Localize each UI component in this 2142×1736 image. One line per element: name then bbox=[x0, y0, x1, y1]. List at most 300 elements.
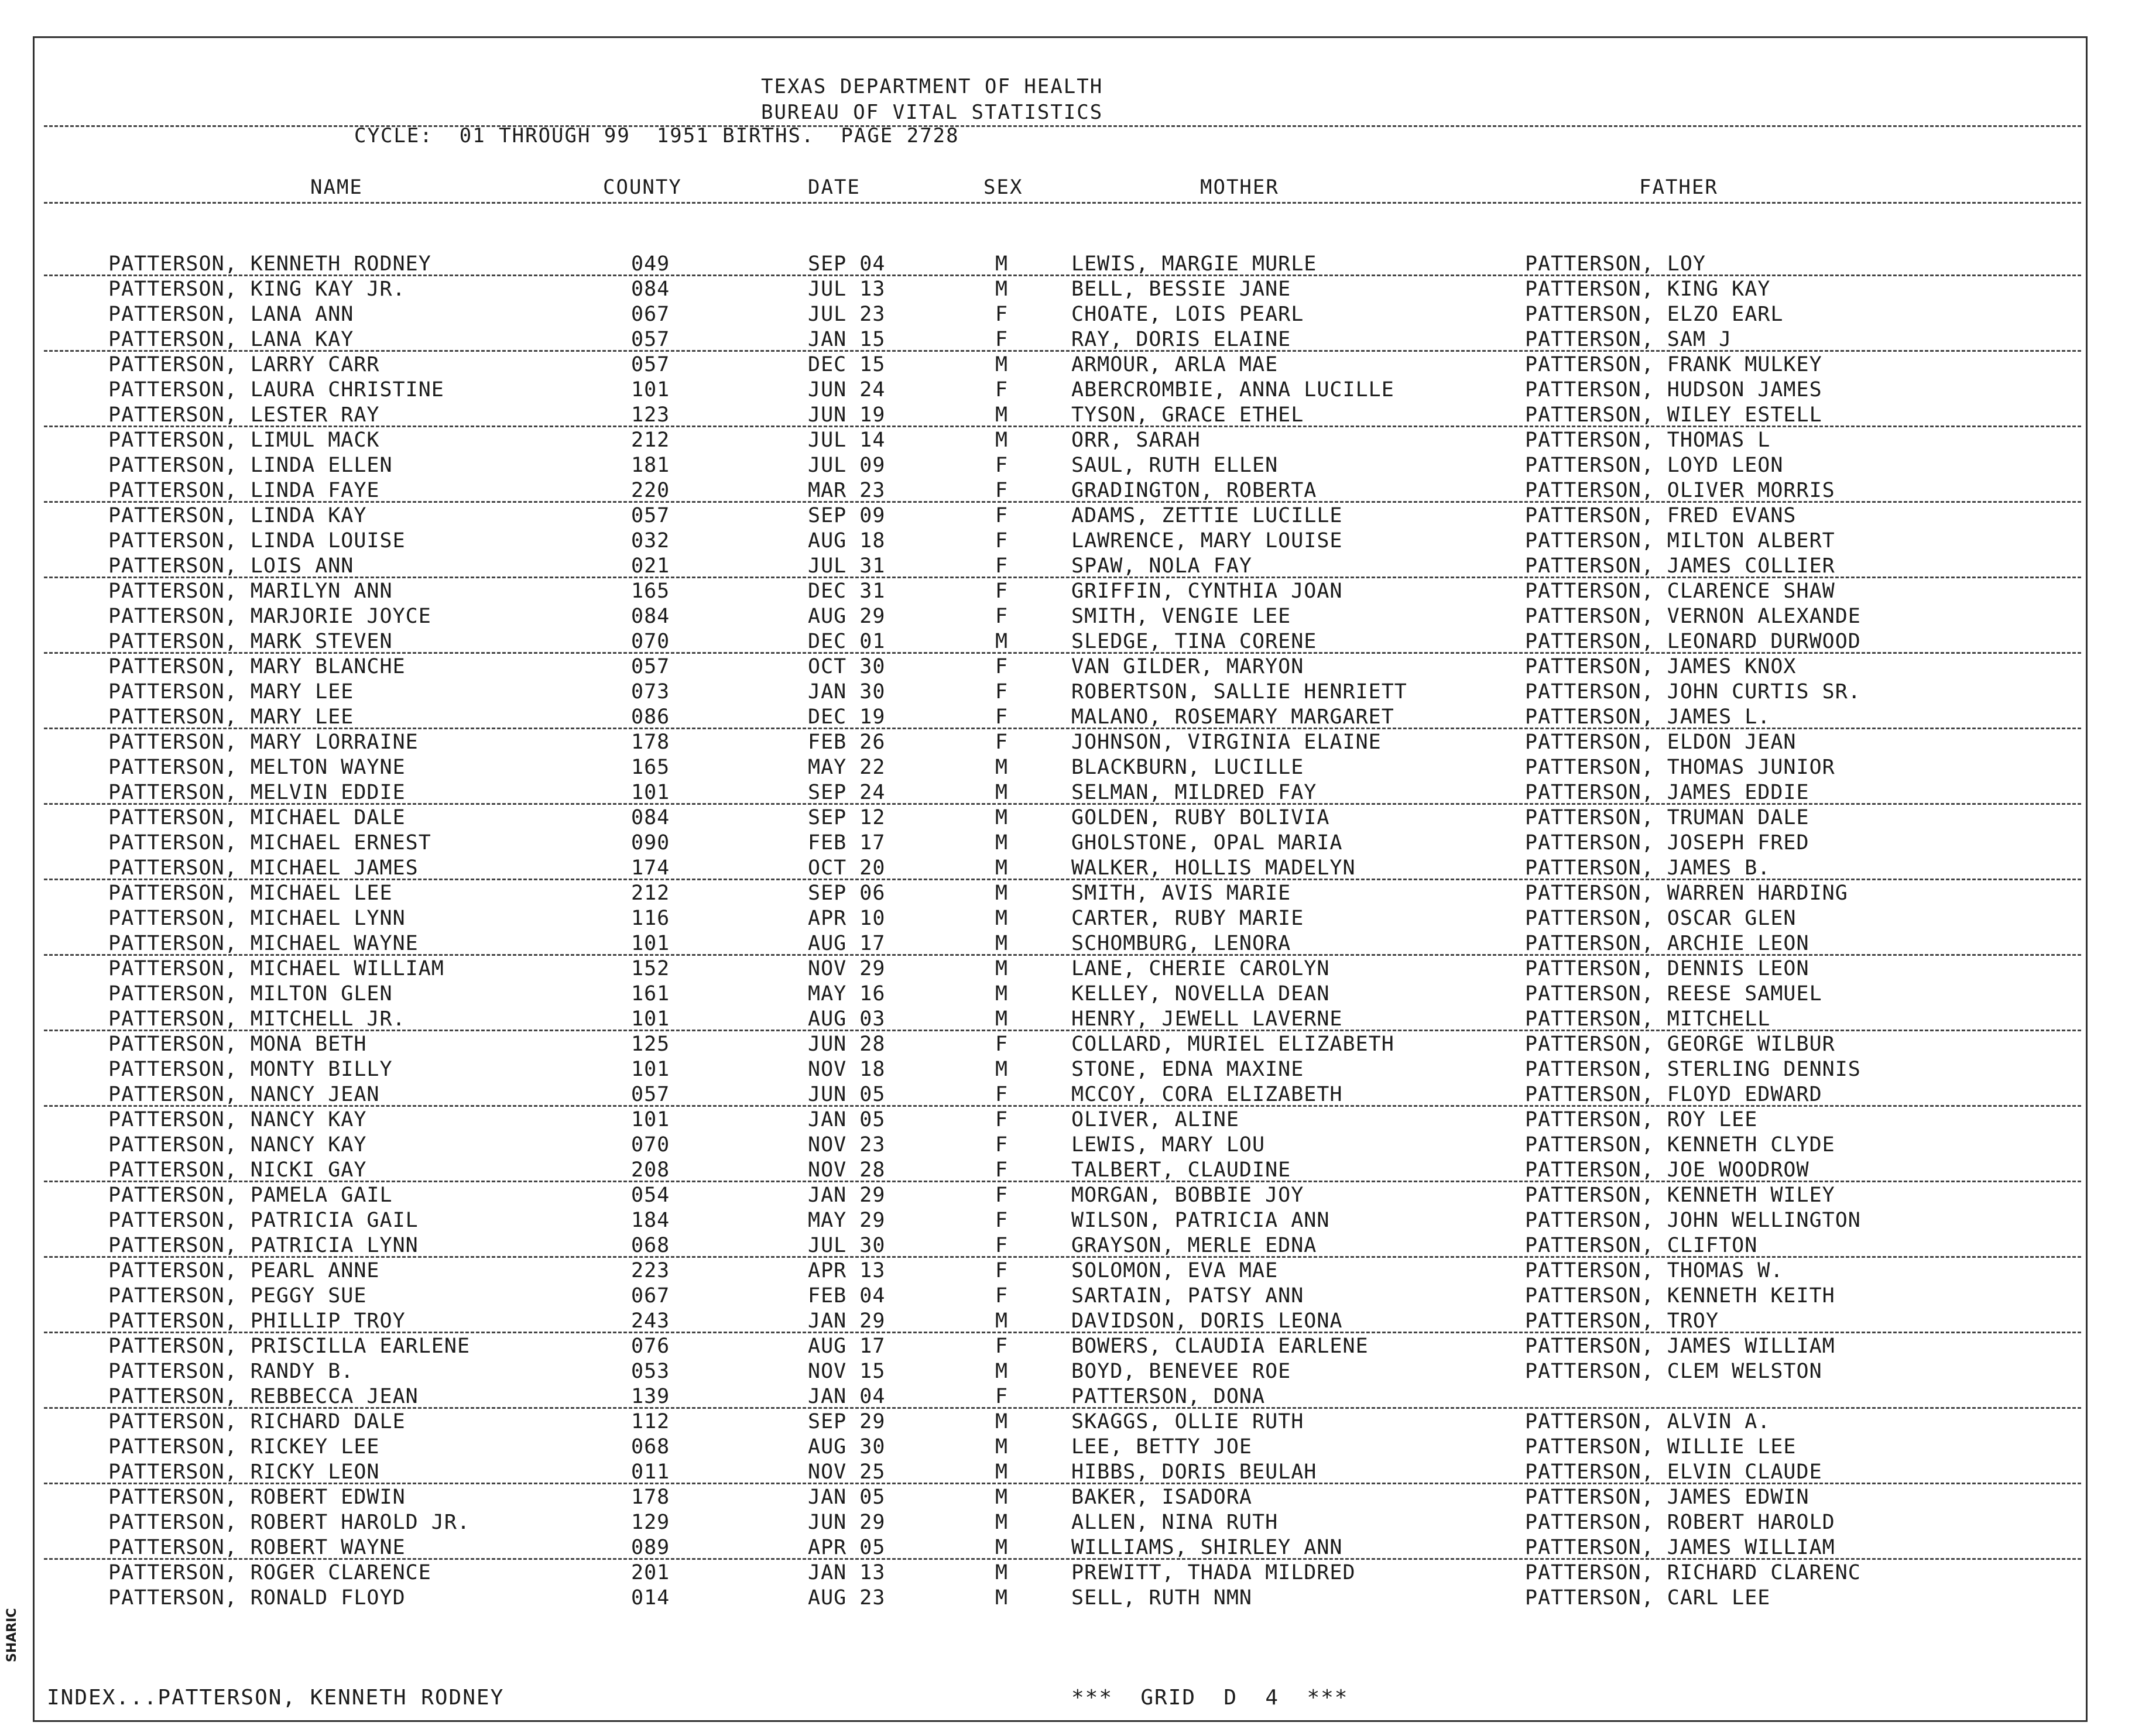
cell-name: PATTERSON, PEARL ANNE bbox=[108, 1259, 380, 1282]
table-row bbox=[0, 428, 2142, 453]
cell-date: JAN 05 bbox=[808, 1485, 886, 1509]
cell-county: 049 bbox=[631, 252, 670, 276]
table-row bbox=[0, 1435, 2142, 1460]
table-row bbox=[0, 453, 2142, 478]
table-row bbox=[0, 1586, 2142, 1611]
cell-sex: F bbox=[995, 605, 1009, 628]
cell-county: 139 bbox=[631, 1385, 670, 1408]
table-row bbox=[0, 1284, 2142, 1309]
cell-sex: M bbox=[995, 1536, 1009, 1559]
cell-name: PATTERSON, MARY BLANCHE bbox=[108, 655, 406, 678]
row-group-divider bbox=[44, 1483, 2081, 1484]
cell-name: PATTERSON, ROBERT WAYNE bbox=[108, 1536, 406, 1559]
table-row bbox=[0, 604, 2142, 629]
row-group-divider bbox=[44, 1558, 2081, 1560]
cell-mother: SAUL, RUTH ELLEN bbox=[1071, 454, 1279, 477]
cell-father: PATTERSON, REESE SAMUEL bbox=[1525, 982, 1822, 1006]
cell-date: JAN 29 bbox=[808, 1309, 886, 1333]
cell-mother: PREWITT, THADA MILDRED bbox=[1071, 1561, 1356, 1584]
cell-sex: M bbox=[995, 1360, 1009, 1383]
cell-name: PATTERSON, RANDY B. bbox=[108, 1360, 354, 1383]
cell-name: PATTERSON, MICHAEL LEE bbox=[108, 881, 393, 905]
cell-father: PATTERSON, FRANK MULKEY bbox=[1525, 353, 1822, 376]
cell-county: 208 bbox=[631, 1158, 670, 1182]
cell-father: PATTERSON, MILTON ALBERT bbox=[1525, 529, 1835, 553]
cell-father: PATTERSON, JAMES EDDIE bbox=[1525, 781, 1809, 804]
cell-date: JAN 04 bbox=[808, 1385, 886, 1408]
cell-sex: M bbox=[995, 1511, 1009, 1534]
table-row bbox=[0, 1057, 2142, 1082]
cell-mother: SELL, RUTH NMN bbox=[1071, 1586, 1253, 1610]
cell-father: PATTERSON, JAMES KNOX bbox=[1525, 655, 1797, 678]
cell-sex: F bbox=[995, 1209, 1009, 1232]
row-group-divider bbox=[44, 1181, 2081, 1182]
cell-date: DEC 19 bbox=[808, 705, 886, 729]
cell-county: 201 bbox=[631, 1561, 670, 1584]
cell-sex: M bbox=[995, 428, 1009, 452]
cell-date: JUL 31 bbox=[808, 554, 886, 578]
cell-sex: M bbox=[995, 1309, 1009, 1333]
column-header-sex: SEX bbox=[983, 176, 1023, 199]
cell-sex: F bbox=[995, 1259, 1009, 1282]
footer-index: INDEX...PATTERSON, KENNETH RODNEY bbox=[47, 1686, 505, 1710]
cell-date: NOV 28 bbox=[808, 1158, 886, 1182]
cell-date: JUN 05 bbox=[808, 1083, 886, 1106]
cell-mother: ROBERTSON, SALLIE HENRIETT bbox=[1071, 680, 1407, 704]
cell-name: PATTERSON, MITCHELL JR. bbox=[108, 1007, 406, 1031]
cell-date: SEP 04 bbox=[808, 252, 886, 276]
cell-county: 070 bbox=[631, 630, 670, 653]
cell-father: PATTERSON, JOHN CURTIS SR. bbox=[1525, 680, 1861, 704]
cell-father: PATTERSON, JOHN WELLINGTON bbox=[1525, 1209, 1861, 1232]
cell-sex: F bbox=[995, 579, 1009, 603]
cell-date: OCT 20 bbox=[808, 856, 886, 880]
table-row bbox=[0, 1082, 2142, 1107]
table-row bbox=[0, 1233, 2142, 1258]
cell-father: PATTERSON, KING KAY bbox=[1525, 277, 1771, 301]
cell-mother: CARTER, RUBY MARIE bbox=[1071, 907, 1304, 930]
cell-father: PATTERSON, WARREN HARDING bbox=[1525, 881, 1848, 905]
row-group-divider bbox=[44, 879, 2081, 880]
cell-mother: WILSON, PATRICIA ANN bbox=[1071, 1209, 1330, 1232]
cell-county: 084 bbox=[631, 605, 670, 628]
cell-name: PATTERSON, MICHAEL ERNEST bbox=[108, 831, 431, 855]
cell-county: 054 bbox=[631, 1183, 670, 1207]
table-row bbox=[0, 1359, 2142, 1384]
cell-county: 068 bbox=[631, 1234, 670, 1257]
cell-date: JUN 29 bbox=[808, 1511, 886, 1534]
cell-county: 165 bbox=[631, 756, 670, 779]
cell-county: 212 bbox=[631, 881, 670, 905]
table-row bbox=[0, 378, 2142, 403]
cell-name: PATTERSON, PAMELA GAIL bbox=[108, 1183, 393, 1207]
column-header-date: DATE bbox=[808, 176, 861, 199]
column-header-county: COUNTY bbox=[603, 176, 682, 199]
cell-county: 057 bbox=[631, 1083, 670, 1106]
cell-date: NOV 29 bbox=[808, 957, 886, 980]
cell-date: JUL 23 bbox=[808, 303, 886, 326]
cell-date: MAY 22 bbox=[808, 756, 886, 779]
cell-county: 101 bbox=[631, 378, 670, 402]
table-row bbox=[0, 931, 2142, 956]
cell-name: PATTERSON, ROGER CLARENCE bbox=[108, 1561, 431, 1584]
table-row bbox=[0, 1032, 2142, 1057]
cell-date: JAN 29 bbox=[808, 1183, 886, 1207]
cell-sex: F bbox=[995, 1183, 1009, 1207]
cell-date: FEB 17 bbox=[808, 831, 886, 855]
cell-sex: F bbox=[995, 1284, 1009, 1308]
cell-county: 067 bbox=[631, 303, 670, 326]
cell-mother: HENRY, JEWELL LAVERNE bbox=[1071, 1007, 1343, 1031]
cell-name: PATTERSON, RICKY LEON bbox=[108, 1460, 380, 1484]
cell-name: PATTERSON, MICHAEL LYNN bbox=[108, 907, 406, 930]
cell-county: 184 bbox=[631, 1209, 670, 1232]
table-row bbox=[0, 1460, 2142, 1485]
cell-father: PATTERSON, FRED EVANS bbox=[1525, 504, 1797, 527]
table-row bbox=[0, 755, 2142, 780]
cell-father: PATTERSON, ELZO EARL bbox=[1525, 303, 1784, 326]
cell-sex: M bbox=[995, 932, 1009, 955]
cell-name: PATTERSON, LANA KAY bbox=[108, 328, 354, 351]
cell-sex: F bbox=[995, 655, 1009, 678]
cell-sex: F bbox=[995, 1032, 1009, 1056]
cell-father: PATTERSON, JAMES EDWIN bbox=[1525, 1485, 1809, 1509]
row-group-divider bbox=[44, 652, 2081, 654]
cell-father: PATTERSON, ELDON JEAN bbox=[1525, 730, 1797, 754]
cell-mother: GRIFFIN, CYNTHIA JOAN bbox=[1071, 579, 1343, 603]
table-row bbox=[0, 579, 2142, 604]
cell-sex: F bbox=[995, 1108, 1009, 1131]
table-row bbox=[0, 856, 2142, 881]
cell-county: 084 bbox=[631, 277, 670, 301]
cell-date: DEC 01 bbox=[808, 630, 886, 653]
cell-sex: F bbox=[995, 680, 1009, 704]
cell-mother: VAN GILDER, MARYON bbox=[1071, 655, 1304, 678]
cell-name: PATTERSON, LARRY CARR bbox=[108, 353, 380, 376]
cell-name: PATTERSON, PHILLIP TROY bbox=[108, 1309, 406, 1333]
cell-county: 116 bbox=[631, 907, 670, 930]
table-row bbox=[0, 1384, 2142, 1409]
cell-mother: ABERCROMBIE, ANNA LUCILLE bbox=[1071, 378, 1394, 402]
cell-date: JAN 13 bbox=[808, 1561, 886, 1584]
cell-county: 123 bbox=[631, 403, 670, 427]
cell-mother: BLACKBURN, LUCILLE bbox=[1071, 756, 1304, 779]
cell-sex: M bbox=[995, 756, 1009, 779]
table-row bbox=[0, 881, 2142, 906]
cell-father: PATTERSON, VERNON ALEXANDE bbox=[1525, 605, 1861, 628]
cell-mother: BELL, BESSIE JANE bbox=[1071, 277, 1291, 301]
cell-mother: LEWIS, MARY LOU bbox=[1071, 1133, 1266, 1157]
cell-date: JUL 30 bbox=[808, 1234, 886, 1257]
cell-father: PATTERSON, LOY bbox=[1525, 252, 1706, 276]
cell-sex: M bbox=[995, 277, 1009, 301]
cell-date: SEP 09 bbox=[808, 504, 886, 527]
cell-county: 068 bbox=[631, 1435, 670, 1459]
cell-date: DEC 31 bbox=[808, 579, 886, 603]
cell-sex: F bbox=[995, 303, 1009, 326]
cell-sex: F bbox=[995, 1385, 1009, 1408]
cell-father: PATTERSON, GEORGE WILBUR bbox=[1525, 1032, 1835, 1056]
cell-father: PATTERSON, THOMAS JUNIOR bbox=[1525, 756, 1835, 779]
cell-father: PATTERSON, JOSEPH FRED bbox=[1525, 831, 1809, 855]
cell-sex: M bbox=[995, 907, 1009, 930]
bureau-title: BUREAU OF VITAL STATISTICS bbox=[761, 101, 1103, 124]
cell-mother: SCHOMBURG, LENORA bbox=[1071, 932, 1291, 955]
cell-county: 165 bbox=[631, 579, 670, 603]
cell-sex: M bbox=[995, 831, 1009, 855]
cell-date: JUN 28 bbox=[808, 1032, 886, 1056]
cell-name: PATTERSON, MONTY BILLY bbox=[108, 1058, 393, 1081]
cell-date: NOV 15 bbox=[808, 1360, 886, 1383]
cell-name: PATTERSON, MELTON WAYNE bbox=[108, 756, 406, 779]
cell-name: PATTERSON, LIMUL MACK bbox=[108, 428, 380, 452]
cell-date: SEP 06 bbox=[808, 881, 886, 905]
cell-name: PATTERSON, LINDA KAY bbox=[108, 504, 367, 527]
row-group-divider bbox=[44, 275, 2081, 276]
cell-sex: M bbox=[995, 1561, 1009, 1584]
cell-date: AUG 30 bbox=[808, 1435, 886, 1459]
cell-father: PATTERSON, LOYD LEON bbox=[1525, 454, 1784, 477]
cell-date: MAY 16 bbox=[808, 982, 886, 1006]
cell-date: JUN 24 bbox=[808, 378, 886, 402]
cell-father: PATTERSON, DENNIS LEON bbox=[1525, 957, 1809, 980]
cell-mother: SLEDGE, TINA CORENE bbox=[1071, 630, 1317, 653]
cell-name: PATTERSON, MELVIN EDDIE bbox=[108, 781, 406, 804]
cell-sex: M bbox=[995, 957, 1009, 980]
cell-father: PATTERSON, OLIVER MORRIS bbox=[1525, 479, 1835, 502]
cell-name: PATTERSON, REBBECCA JEAN bbox=[108, 1385, 419, 1408]
cell-county: 101 bbox=[631, 1007, 670, 1031]
cell-sex: M bbox=[995, 353, 1009, 376]
cell-mother: MALANO, ROSEMARY MARGARET bbox=[1071, 705, 1394, 729]
cell-mother: LAWRENCE, MARY LOUISE bbox=[1071, 529, 1343, 553]
cell-mother: SOLOMON, EVA MAE bbox=[1071, 1259, 1279, 1282]
cell-father: PATTERSON, RICHARD CLARENC bbox=[1525, 1561, 1861, 1584]
cell-date: SEP 29 bbox=[808, 1410, 886, 1433]
cell-date: FEB 26 bbox=[808, 730, 886, 754]
footer-grid: *** GRID D 4 *** bbox=[1071, 1686, 1349, 1710]
cell-name: PATTERSON, LOIS ANN bbox=[108, 554, 354, 578]
cell-sex: M bbox=[995, 252, 1009, 276]
table-row bbox=[0, 1535, 2142, 1560]
table-row bbox=[0, 529, 2142, 554]
cell-father: PATTERSON, TROY bbox=[1525, 1309, 1719, 1333]
table-row bbox=[0, 1409, 2142, 1435]
row-group-divider bbox=[44, 1332, 2081, 1333]
cell-name: PATTERSON, NICKI GAY bbox=[108, 1158, 367, 1182]
cell-name: PATTERSON, PEGGY SUE bbox=[108, 1284, 367, 1308]
cell-name: PATTERSON, MARY LEE bbox=[108, 680, 354, 704]
cell-name: PATTERSON, PATRICIA GAIL bbox=[108, 1209, 419, 1232]
table-row bbox=[0, 982, 2142, 1007]
cell-date: JUL 14 bbox=[808, 428, 886, 452]
table-row bbox=[0, 1183, 2142, 1208]
cell-date: JUL 09 bbox=[808, 454, 886, 477]
cell-county: 152 bbox=[631, 957, 670, 980]
cell-sex: M bbox=[995, 806, 1009, 829]
cell-county: 089 bbox=[631, 1536, 670, 1559]
row-group-divider bbox=[44, 954, 2081, 956]
row-group-divider bbox=[44, 1256, 2081, 1258]
row-group-divider bbox=[44, 1407, 2081, 1409]
table-row bbox=[0, 705, 2142, 730]
cell-date: SEP 12 bbox=[808, 806, 886, 829]
cell-county: 212 bbox=[631, 428, 670, 452]
cell-county: 057 bbox=[631, 353, 670, 376]
table-row bbox=[0, 680, 2142, 705]
row-group-divider bbox=[44, 1105, 2081, 1107]
cell-father: PATTERSON, ARCHIE LEON bbox=[1525, 932, 1809, 955]
cell-father: PATTERSON, KENNETH CLYDE bbox=[1525, 1133, 1835, 1157]
cell-sex: M bbox=[995, 1007, 1009, 1031]
cell-county: 101 bbox=[631, 932, 670, 955]
cell-mother: GOLDEN, RUBY BOLIVIA bbox=[1071, 806, 1330, 829]
cell-date: FEB 04 bbox=[808, 1284, 886, 1308]
cell-county: 220 bbox=[631, 479, 670, 502]
cell-date: AUG 17 bbox=[808, 932, 886, 955]
table-row bbox=[0, 478, 2142, 503]
cell-mother: BAKER, ISADORA bbox=[1071, 1485, 1253, 1509]
table-row bbox=[0, 629, 2142, 654]
cell-date: MAY 29 bbox=[808, 1209, 886, 1232]
cell-sex: F bbox=[995, 504, 1009, 527]
cell-sex: M bbox=[995, 856, 1009, 880]
cell-mother: CHOATE, LOIS PEARL bbox=[1071, 303, 1304, 326]
cell-sex: M bbox=[995, 1435, 1009, 1459]
cell-father: PATTERSON, TRUMAN DALE bbox=[1525, 806, 1809, 829]
cell-date: APR 10 bbox=[808, 907, 886, 930]
cell-father: PATTERSON, THOMAS L bbox=[1525, 428, 1771, 452]
row-group-divider bbox=[44, 803, 2081, 805]
cell-father: PATTERSON, CLIFTON bbox=[1525, 1234, 1758, 1257]
column-header-father: FATHER bbox=[1639, 176, 1718, 199]
cell-mother: WALKER, HOLLIS MADELYN bbox=[1071, 856, 1356, 880]
cell-father: PATTERSON, ROBERT HAROLD bbox=[1525, 1511, 1835, 1534]
cell-father: PATTERSON, JAMES COLLIER bbox=[1525, 554, 1835, 578]
cell-name: PATTERSON, LINDA FAYE bbox=[108, 479, 380, 502]
cell-mother: LEE, BETTY JOE bbox=[1071, 1435, 1253, 1459]
cell-mother: SPAW, NOLA FAY bbox=[1071, 554, 1253, 578]
cell-date: JUL 13 bbox=[808, 277, 886, 301]
cell-father: PATTERSON, JAMES B. bbox=[1525, 856, 1771, 880]
cell-county: 070 bbox=[631, 1133, 670, 1157]
table-row bbox=[0, 1334, 2142, 1359]
table-row bbox=[0, 302, 2142, 327]
cell-mother: BOYD, BENEVEE ROE bbox=[1071, 1360, 1291, 1383]
cell-name: PATTERSON, PRISCILLA EARLENE bbox=[108, 1334, 471, 1358]
table-row bbox=[0, 1309, 2142, 1334]
cell-sex: M bbox=[995, 781, 1009, 804]
table-row bbox=[0, 1133, 2142, 1158]
cell-sex: M bbox=[995, 1410, 1009, 1433]
cell-county: 178 bbox=[631, 1485, 670, 1509]
cell-mother: DAVIDSON, DORIS LEONA bbox=[1071, 1309, 1343, 1333]
table-row bbox=[0, 1158, 2142, 1183]
cell-name: PATTERSON, ROBERT HAROLD JR. bbox=[108, 1511, 471, 1534]
cell-county: 011 bbox=[631, 1460, 670, 1484]
table-row bbox=[0, 1510, 2142, 1535]
cell-mother: KELLEY, NOVELLA DEAN bbox=[1071, 982, 1330, 1006]
table-row bbox=[0, 906, 2142, 931]
cell-name: PATTERSON, MICHAEL DALE bbox=[108, 806, 406, 829]
cell-county: 174 bbox=[631, 856, 670, 880]
cell-father: PATTERSON, JOE WOODROW bbox=[1525, 1158, 1809, 1182]
cell-county: 178 bbox=[631, 730, 670, 754]
cell-mother: COLLARD, MURIEL ELIZABETH bbox=[1071, 1032, 1394, 1056]
table-row bbox=[0, 327, 2142, 352]
cell-county: 223 bbox=[631, 1259, 670, 1282]
cell-county: 067 bbox=[631, 1284, 670, 1308]
cell-county: 129 bbox=[631, 1511, 670, 1534]
cell-sex: F bbox=[995, 454, 1009, 477]
cell-date: NOV 25 bbox=[808, 1460, 886, 1484]
table-row bbox=[0, 654, 2142, 680]
cell-sex: M bbox=[995, 1460, 1009, 1484]
cell-mother: MORGAN, BOBBIE JOY bbox=[1071, 1183, 1304, 1207]
cell-mother: GHOLSTONE, OPAL MARIA bbox=[1071, 831, 1343, 855]
cell-sex: F bbox=[995, 1083, 1009, 1106]
cell-county: 090 bbox=[631, 831, 670, 855]
cell-mother: SARTAIN, PATSY ANN bbox=[1071, 1284, 1304, 1308]
column-header-mother: MOTHER bbox=[1200, 176, 1279, 199]
cell-father: PATTERSON, STERLING DENNIS bbox=[1525, 1058, 1861, 1081]
cell-name: PATTERSON, MARK STEVEN bbox=[108, 630, 393, 653]
cell-date: AUG 29 bbox=[808, 605, 886, 628]
cell-name: PATTERSON, NANCY KAY bbox=[108, 1108, 367, 1131]
cell-sex: M bbox=[995, 1586, 1009, 1610]
table-row bbox=[0, 831, 2142, 856]
cell-date: SEP 24 bbox=[808, 781, 886, 804]
cell-mother: JOHNSON, VIRGINIA ELAINE bbox=[1071, 730, 1382, 754]
cell-father: PATTERSON, OSCAR GLEN bbox=[1525, 907, 1797, 930]
table-row bbox=[0, 352, 2142, 378]
cell-county: 057 bbox=[631, 328, 670, 351]
row-group-divider bbox=[44, 728, 2081, 729]
cell-name: PATTERSON, MONA BETH bbox=[108, 1032, 367, 1056]
cell-mother: ADAMS, ZETTIE LUCILLE bbox=[1071, 504, 1343, 527]
column-header-name: NAME bbox=[310, 176, 363, 199]
row-group-divider bbox=[44, 426, 2081, 427]
cell-name: PATTERSON, RICHARD DALE bbox=[108, 1410, 406, 1433]
cell-date: AUG 18 bbox=[808, 529, 886, 553]
cell-father: PATTERSON, HUDSON JAMES bbox=[1525, 378, 1822, 402]
cell-father: PATTERSON, JAMES WILLIAM bbox=[1525, 1536, 1835, 1559]
table-row bbox=[0, 503, 2142, 529]
cell-sex: M bbox=[995, 630, 1009, 653]
table-row bbox=[0, 1560, 2142, 1586]
cell-date: JUN 19 bbox=[808, 403, 886, 427]
cell-father: PATTERSON, SAM J bbox=[1525, 328, 1732, 351]
table-row bbox=[0, 1485, 2142, 1510]
table-row bbox=[0, 1007, 2142, 1032]
cell-date: AUG 23 bbox=[808, 1586, 886, 1610]
cell-date: DEC 15 bbox=[808, 353, 886, 376]
table-row bbox=[0, 1208, 2142, 1233]
cell-mother: TYSON, GRACE ETHEL bbox=[1071, 403, 1304, 427]
cell-county: 073 bbox=[631, 680, 670, 704]
cell-county: 053 bbox=[631, 1360, 670, 1383]
cell-date: MAR 23 bbox=[808, 479, 886, 502]
cell-mother: LEWIS, MARGIE MURLE bbox=[1071, 252, 1317, 276]
cell-father: PATTERSON, JAMES L. bbox=[1525, 705, 1771, 729]
cell-mother: STONE, EDNA MAXINE bbox=[1071, 1058, 1304, 1081]
cell-mother: SMITH, VENGIE LEE bbox=[1071, 605, 1291, 628]
table-row bbox=[0, 252, 2142, 277]
cell-father: PATTERSON, JAMES WILLIAM bbox=[1525, 1334, 1835, 1358]
cell-date: APR 05 bbox=[808, 1536, 886, 1559]
side-mark: SHARIC bbox=[5, 1608, 19, 1662]
cell-county: 032 bbox=[631, 529, 670, 553]
